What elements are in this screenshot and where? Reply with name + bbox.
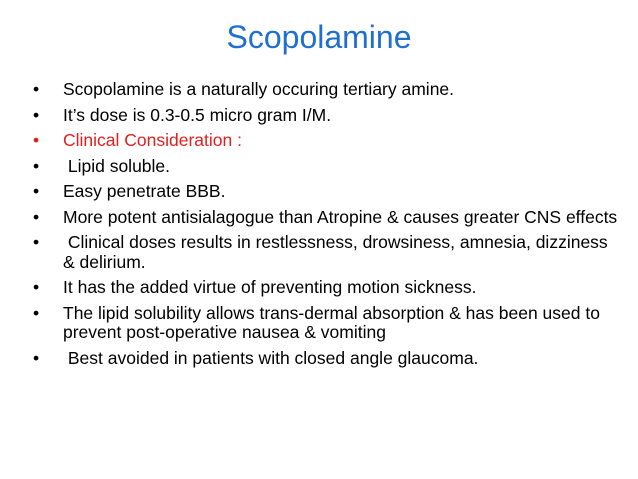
bullet-dot: • [33,104,40,125]
bullet-text: Lipid soluble. [63,155,171,176]
bullet-dot: • [33,155,40,176]
bullet-text: The lipid solubility allows trans-dermal absorption & has been used to prevent post-operative nausea & vomiting [63,302,600,342]
bullet-text: It has the added virtue of preventing motion sickness. [63,277,477,297]
bullet-item [33,233,623,272]
bullet-text: More potent antisialagogue than Atropine & causes greater CNS effects [63,206,618,227]
bullet-dot: • [33,130,40,150]
bullet-item [33,304,623,343]
bullet-item [33,208,623,228]
bullet-text: Clinical Consideration : [63,130,242,150]
bullet-dot: • [33,181,40,201]
bullet-item-highlighted [33,131,623,151]
bullet-text: Easy penetrate BBB. [63,181,226,201]
bullet-dot: • [33,232,40,252]
bullet-dot: • [33,302,40,323]
bullet-item [33,157,623,177]
bullet-item [33,80,623,100]
bullet-item [33,182,623,202]
bullet-item [33,349,623,369]
bullet-text: Clinical doses results in restlessness, drowsiness, amnesia, dizziness & delirium. [63,232,613,272]
bullet-dot: • [33,277,40,297]
bullet-text: Scopolamine is a naturally occuring tertiary amine. [63,79,455,99]
bullet-item [33,106,623,126]
bullet-text: Best avoided in patients with closed angle glaucoma. [63,347,479,368]
bullet-dot: • [33,206,40,227]
bullet-text: It’s dose is 0.3-0.5 micro gram I/M. [63,104,332,125]
bullet-list [33,80,623,374]
bullet-item [33,278,623,298]
slide-title: Scopolamine [226,19,412,55]
bullet-dot: • [33,79,40,99]
bullet-dot: • [33,347,40,368]
